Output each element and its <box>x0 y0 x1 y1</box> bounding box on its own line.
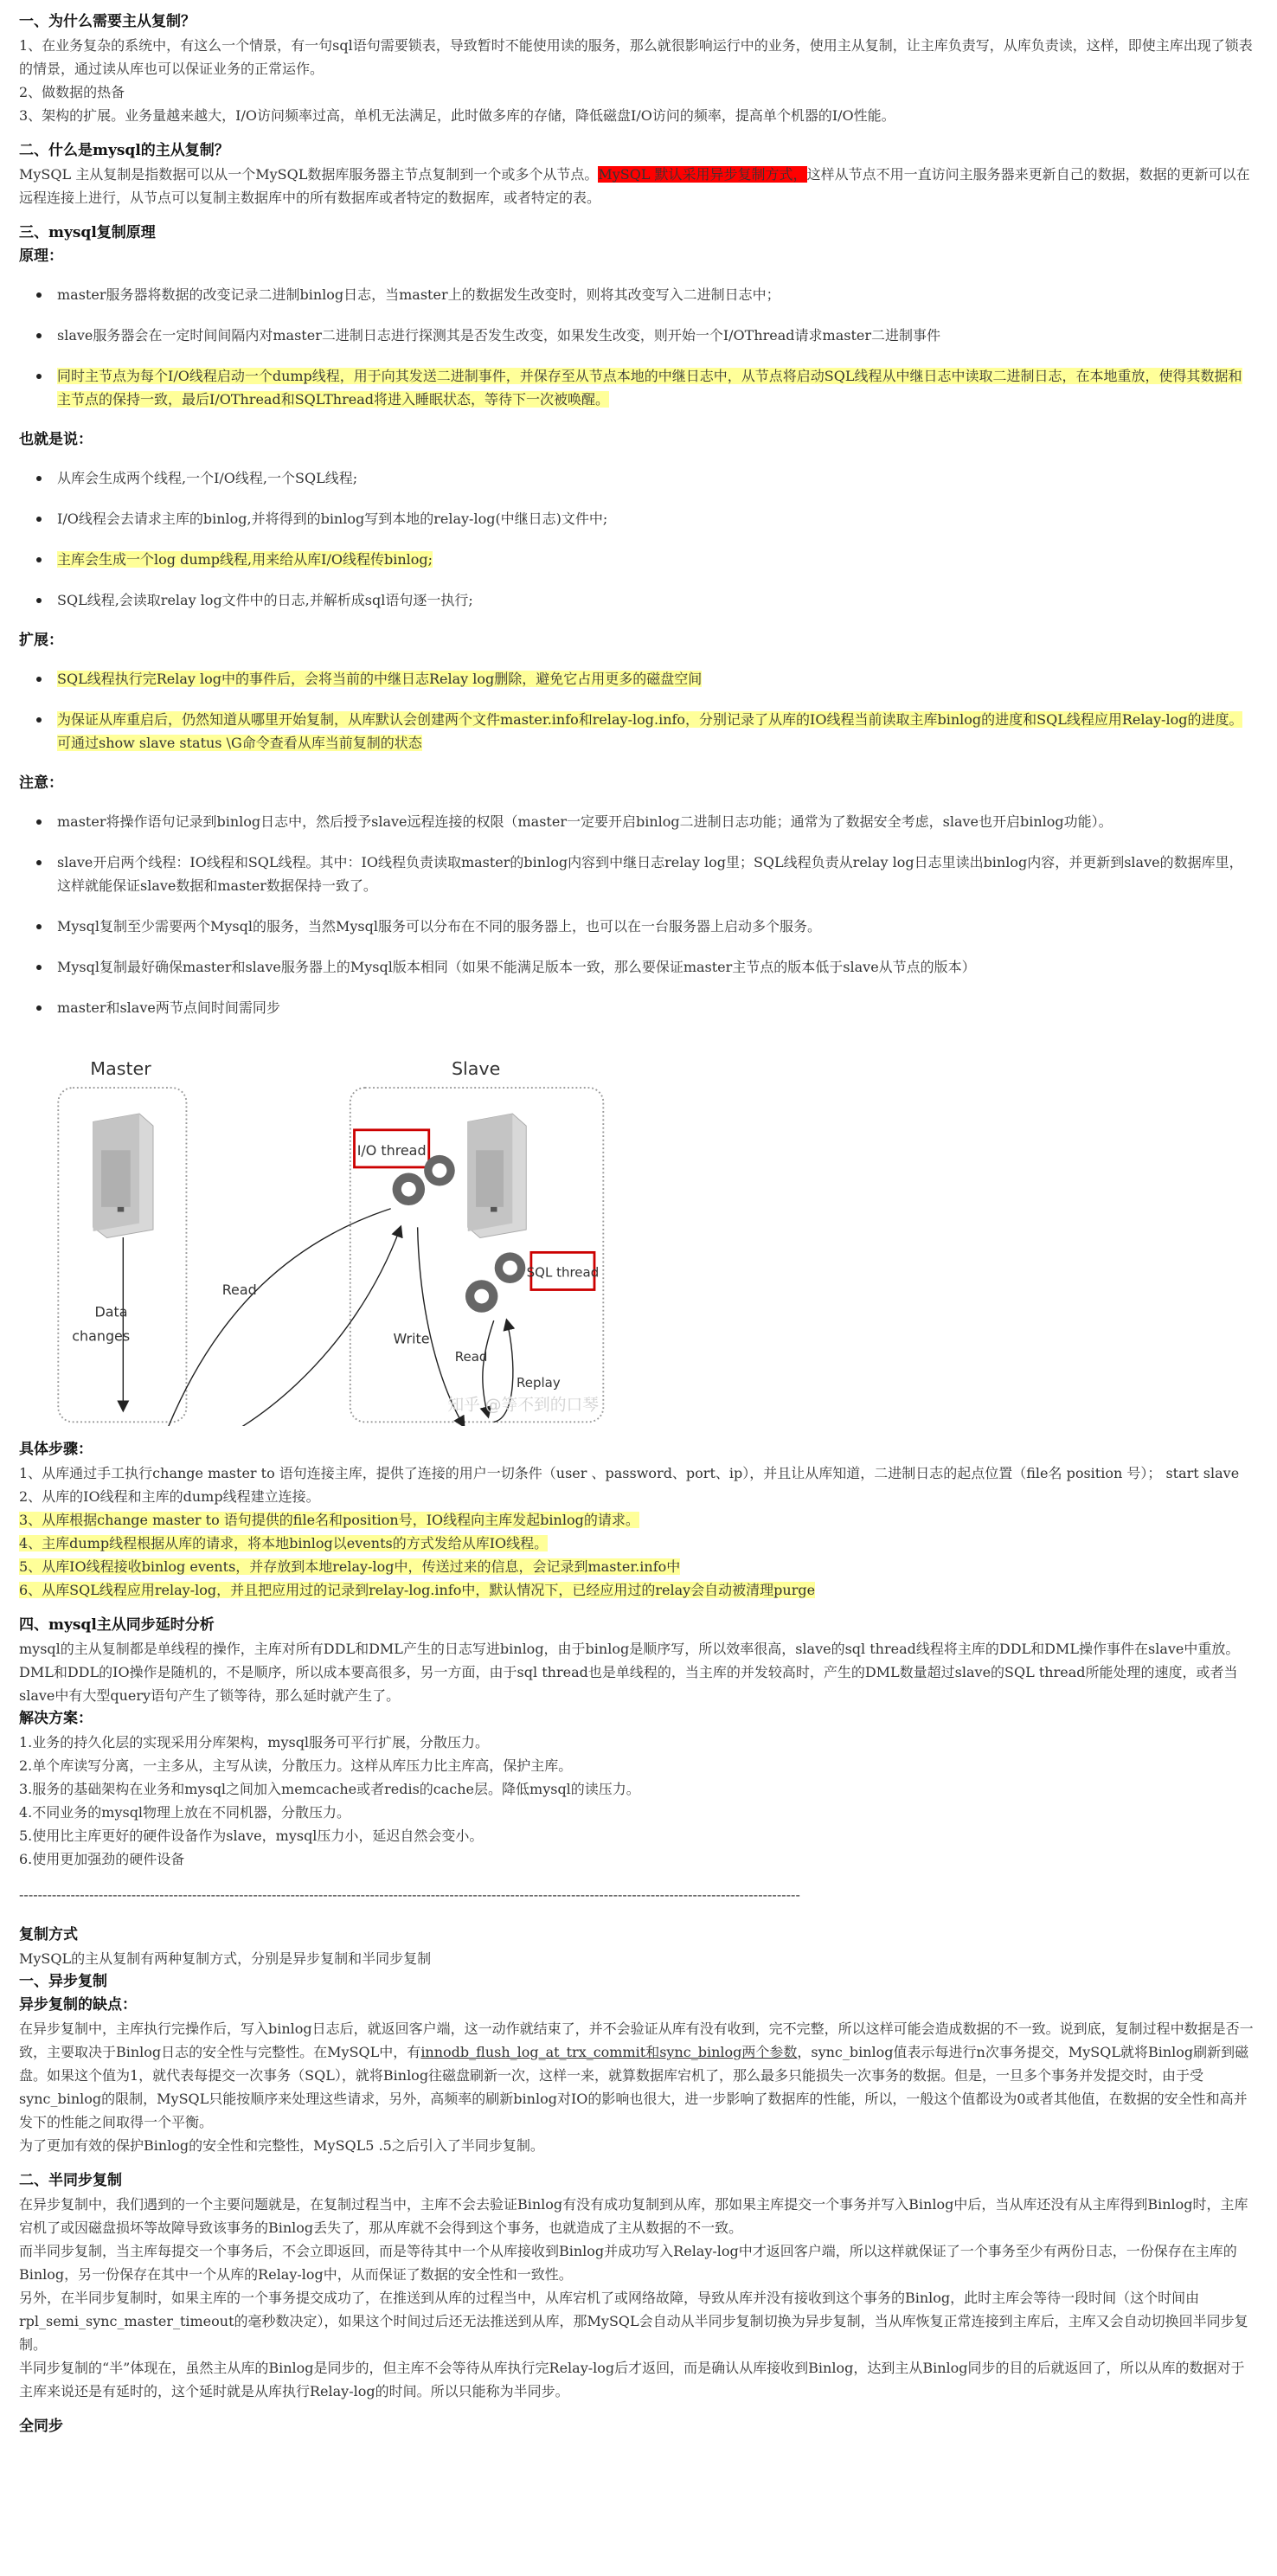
section-title-delay: 四、mysql主从同步延时分析 <box>19 1616 215 1634</box>
principle-list <box>19 283 1258 411</box>
label-solutions: 解决方案： <box>19 1710 93 1727</box>
section-title-full-sync: 全同步 <box>19 2418 63 2435</box>
label-async-cons: 异步复制的缺点： <box>19 1996 137 2014</box>
step <box>19 1508 1258 1532</box>
list-item <box>57 915 1258 938</box>
list-item <box>57 955 1258 979</box>
step <box>19 1578 1258 1602</box>
paragraph <box>19 163 1258 209</box>
list-item-text: Mysql复制至少需要两个Mysql的服务，当然Mysql服务可以分布在不同的服务器上，也可以在一台服务器上启动多个服务。 <box>57 918 821 935</box>
svg-text:Data: Data <box>94 1303 128 1320</box>
paragraph: 另外，在半同步复制时，如果主库的一个事务提交成功了，在推送到从库的过程当中，从库宕机了或网络故障，导致从库并没有接收到这个事务的Binlog，此时主库会等待一段时间（这个时间由rpl_semi_sync_master_timeout的毫秒数决定），如果这个时间过后还无法推送到从库，那MySQL会自动从半同步复制切换为异步复制，当从库恢复正常连接到主库后，主库又会自动切换回半同步复制。 <box>19 2290 1248 2353</box>
paragraph: 在异步复制中，我们遇到的一个主要问题就是，在复制过程当中，主库不会去验证Binlog有没有成功复制到从库，那如果主库提交一个事务并写入Binlog中后，当从库还没有从主库得到Binlog时，主库宕机了或因磁盘损坏等故障导致该事务的Binlog丢失了，那从库就不会得到这个事务，也就造成了主从数据的不一致。 <box>19 2196 1248 2236</box>
section-title-why: 一、为什么需要主从复制？ <box>19 13 196 30</box>
solution-item: 1.业务的持久化层的实现采用分库架构，mysql服务可平行扩展，分散压力。 <box>19 1734 490 1751</box>
section-title-replication: 复制方式 <box>19 1926 78 1943</box>
solution-item: 5.使用比主库更好的硬件设备作为slave，mysql压力小，延迟自然会变小。 <box>19 1828 484 1844</box>
paragraph: mysql的主从复制都是单线程的操作，主库对所有DDL和DML产生的日志写进binlog，由于binlog是顺序写，所以效率很高，slave的sql thread线程将主库的DDL和DML操作事件在slave中重放。DML和DDL的IO操作是随机的，不是顺序，所以成本要高很多，另一方面，由于sql thread也是单线程的，当主库的并发较高时，产生的DML数量超过slave的SQL thread所能处理的速度，或者当slave中有大型query语句产生了锁等待，那么延时就产生了。 <box>19 1641 1240 1704</box>
list-item-text-highlighted: 为保证从库重启后，仍然知道从哪里开始复制，从库默认会创建两个文件master.info和relay-log.info，分别记录了从库的IO线程当前读取主库binlog的进度和SQL线程应用Relay-log的进度。可通过show slave status \G命令查看从库当前复制的状态 <box>57 711 1243 751</box>
step-text-highlighted: 3、从库根据change master to 语句提供的file名和position号，IO线程向主库发起binlog的请求。 <box>19 1512 639 1528</box>
list-item-text: slave开启两个线程：IO线程和SQL线程。其中：IO线程负责读取master的binlog内容到中继日志relay log里；SQL线程负责从relay log日志里读出binlog内容，并更新到slave的数据库里，这样就能保证slave数据和master数据保持一致了。 <box>57 854 1243 894</box>
section-title-principle: 三、mysql复制原理 <box>19 224 156 241</box>
text: 在异步复制中，主库执行完操作后，写入binlog日志后，就返回客户端，这一动作就结束了，并不会验证从库有没有收到，完不完整，所以这样可能会造成数据的不一致。说到底，复制过程中数据是否一致，主要取决于Binlog日志的安全性与完整性。在MySQL中，有 <box>19 2020 1254 2060</box>
paragraph: 2、做数据的热备 <box>19 84 125 100</box>
list-item-text: Mysql复制最好确保master和slave服务器上的Mysql版本相同（如果不能满足版本一致，那么要保证master主节点的版本低于slave从节点的版本） <box>57 959 976 975</box>
paragraph <box>19 2017 1258 2134</box>
list-item-text: master服务器将数据的改变记录二进制binlog日志，当master上的数据发生改变时，则将其改变写入二进制日志中； <box>57 286 780 303</box>
svg-text:Read: Read <box>221 1282 257 1299</box>
list-item <box>57 588 1258 612</box>
list-item-text-highlighted: SQL线程执行完Relay log中的事件后，会将当前的中继日志Relay log删除，避免它占用更多的磁盘空间 <box>57 671 703 687</box>
list-item <box>57 466 1258 490</box>
text: MySQL 主从复制是指数据可以从一个MySQL数据库服务器主节点复制到一个或多个从节点。 <box>19 166 599 183</box>
red-highlight-text: MySQL 默认采用异步复制方式， <box>598 166 807 183</box>
section-title-async: 一、异步复制 <box>19 1973 107 1990</box>
list-item-text: I/O线程会去请求主库的binlog,并将得到的binlog写到本地的relay-log(中继日志)文件中; <box>57 511 608 527</box>
list-item-text-highlighted: 主库会生成一个log dump线程,用来给从库I/O线程传binlog; <box>57 551 433 568</box>
extension-list <box>19 667 1258 755</box>
solution-item: 3.服务的基础架构在业务和mysql之间加入memcache或者redis的cache层。降低mysql的读压力。 <box>19 1781 640 1797</box>
step <box>19 1555 1258 1578</box>
master-label: Master <box>90 1058 151 1080</box>
list-item-text-highlighted: 同时主节点为每个I/O线程启动一个dump线程，用于向其发送二进制事件，并保存至从节点本地的中继日志中，从节点将启动SQL线程从中继日志中读取二进制日志，在本地重放，使得其数据和主节点的保持一致，最后I/OThread和SQLThread将进入睡眠状态，等待下一次被唤醒。 <box>57 368 1242 408</box>
replication-diagram <box>19 1037 625 1426</box>
list-item <box>57 548 1258 571</box>
list-item-text: SQL线程,会读取relay log文件中的日志,并解析成sql语句逐一执行; <box>57 592 473 608</box>
list-item-text: master和slave两节点间时间需同步 <box>57 999 280 1016</box>
paragraph: MySQL的主从复制有两种复制方式，分别是异步复制和半同步复制 <box>19 1950 432 1967</box>
io-thread-label: I/O thread <box>356 1141 427 1159</box>
step-text-highlighted: 5、从库IO线程接收binlog events，并存放到本地relay-log中，传送过来的信息，会记录到master.info中 <box>19 1558 681 1575</box>
solution-item: 6.使用更加强劲的硬件设备 <box>19 1851 185 1867</box>
label-extension: 扩展： <box>19 632 63 649</box>
sql-thread-label: SQL thread <box>526 1264 600 1281</box>
list-item <box>57 810 1258 833</box>
svg-text:Write: Write <box>393 1330 430 1347</box>
notes-list <box>19 810 1258 1019</box>
svg-text:Read: Read <box>454 1349 488 1365</box>
label-principle: 原理： <box>19 247 63 265</box>
paragraph: 为了更加有效的保护Binlog的安全性和完整性，MySQL5 .5之后引入了半同步复制。 <box>19 2137 544 2154</box>
svg-text:changes: changes <box>72 1327 131 1345</box>
solution-item: 2.单个库读写分离，一主多从，主写从读，分散压力。这样从库压力比主库高，保护主库。 <box>19 1757 573 1774</box>
svg-text:Replay: Replay <box>517 1375 561 1391</box>
paragraph: 半同步复制的“半”体现在，虽然主从库的Binlog是同步的，但主库不会等待从库执行完Relay-log后才返回，而是确认从库接收到Binlog，达到主从Binlog同步的目的后就返回了，所以从库的数据对于主库来说还是有延时的，这个延时就是从库执行Relay-log的时间。所以只能称为半同步。 <box>19 2360 1245 2399</box>
list-item <box>57 364 1258 411</box>
section-title-what: 二、什么是mysql的主从复制？ <box>19 142 229 159</box>
list-item-text: slave服务器会在一定时间间隔内对master二进制日志进行探测其是否发生改变，如果发生改变，则开始一个I/OThread请求master二进制事件 <box>57 327 941 344</box>
list-item <box>57 283 1258 306</box>
list-item <box>57 851 1258 897</box>
step-text-highlighted: 4、主库dump线程根据从库的请求，将本地binlog以events的方式发给从库IO线程。 <box>19 1535 549 1551</box>
label-summary: 也就是说： <box>19 431 93 448</box>
step <box>19 1532 1258 1555</box>
list-item-text: 从库会生成两个线程,一个I/O线程,一个SQL线程; <box>57 470 358 486</box>
paragraph: 1、在业务复杂的系统中，有这么一个情景，有一句sql语句需要锁表，导致暂时不能使用读的服务，那么就很影响运行中的业务，使用主从复制，让主库负责写，从库负责读，这样，即使主库出现了锁表的情景，通过读从库也可以保证业务的正常运作。 <box>19 37 1253 77</box>
text: ，sync_binlog值表示每进行n次事务提交，MySQL就将Binlog刷新到磁盘。如果这个值为1，就代表每提交一次事务（SQL），就将Binlog往磁盘刷新一次，这样一来，就算数据库宕机了，那么最多只能损失一次事务的数据。但是，一旦多个事务并发提交时，由于受sync_binlog的限制，MySQL只能按顺序来处理这些请求，另外，高频率的刷新binlog对IO的影响也很大，进一步影响了数据库的性能，所以，一般这个值都设为0或者其他值，在数据的安全性和高并发下的性能之间取得一个平衡。 <box>19 2044 1249 2130</box>
slave-server-icon <box>468 1114 527 1237</box>
list-item <box>57 996 1258 1019</box>
step: 1、从库通过手工执行change master to 语句连接主库，提供了连接的用户一切条件（user 、password、port、ip），并且让从库知道，二进制日志的起点位置（file名 position 号）； start slave <box>19 1465 1240 1481</box>
text: 这样从节点不用一直访问主服务器来更新自己的数据，数据的更新可以在远程连接上进行，从节点可以复制主数据库中的所有数据库或者特定的数据库，或者特定的表。 <box>19 166 1250 206</box>
solution-item: 4.不同业务的mysql物理上放在不同机器，分散压力。 <box>19 1804 351 1821</box>
slave-label: Slave <box>451 1058 501 1080</box>
list-item <box>57 324 1258 347</box>
divider: ----------------------------------------------------------------------------------------------------------------------------------------------------------------------- <box>19 1886 800 1903</box>
watermark: 知乎 @等不到的口琴 <box>447 1396 600 1415</box>
label-steps: 具体步骤： <box>19 1441 93 1458</box>
section-title-semi-sync: 二、半同步复制 <box>19 2172 122 2189</box>
list-item <box>57 667 1258 691</box>
step: 2、从库的IO线程和主库的dump线程建立连接。 <box>19 1488 320 1505</box>
step-text-highlighted: 6、从库SQL线程应用relay-log，并且把应用过的记录到relay-log.info中，默认情况下，已经应用过的relay会自动被清理purge <box>19 1582 816 1598</box>
paragraph: 3、架构的扩展。业务量越来越大，I/O访问频率过高，单机无法满足，此时做多库的存储，降低磁盘I/O访问的频率，提高单个机器的I/O性能。 <box>19 107 895 124</box>
summary-list <box>19 466 1258 612</box>
master-server-icon <box>93 1114 153 1237</box>
list-item <box>57 708 1258 755</box>
label-notes: 注意： <box>19 774 63 792</box>
paragraph: 而半同步复制，当主库每提交一个事务后，不会立即返回，而是等待其中一个从库接收到Binlog并成功写入Relay-log中才返回客户端，所以这样就保证了一个事务至少有两份日志，一份保存在主库的Binlog，另一份保存在其中一个从库的Relay-log中，从而保证了数据的安全性和一致性。 <box>19 2243 1237 2283</box>
list-item-text: master将操作语句记录到binlog日志中，然后授予slave远程连接的权限（master一定要开启binlog二进制日志功能；通常为了数据安全考虑，slave也开启binlog功能）。 <box>57 813 1113 830</box>
param-link[interactable]: innodb_flush_log_at_trx_commit和sync_binlog两个参数 <box>420 2044 798 2060</box>
list-item <box>57 507 1258 530</box>
